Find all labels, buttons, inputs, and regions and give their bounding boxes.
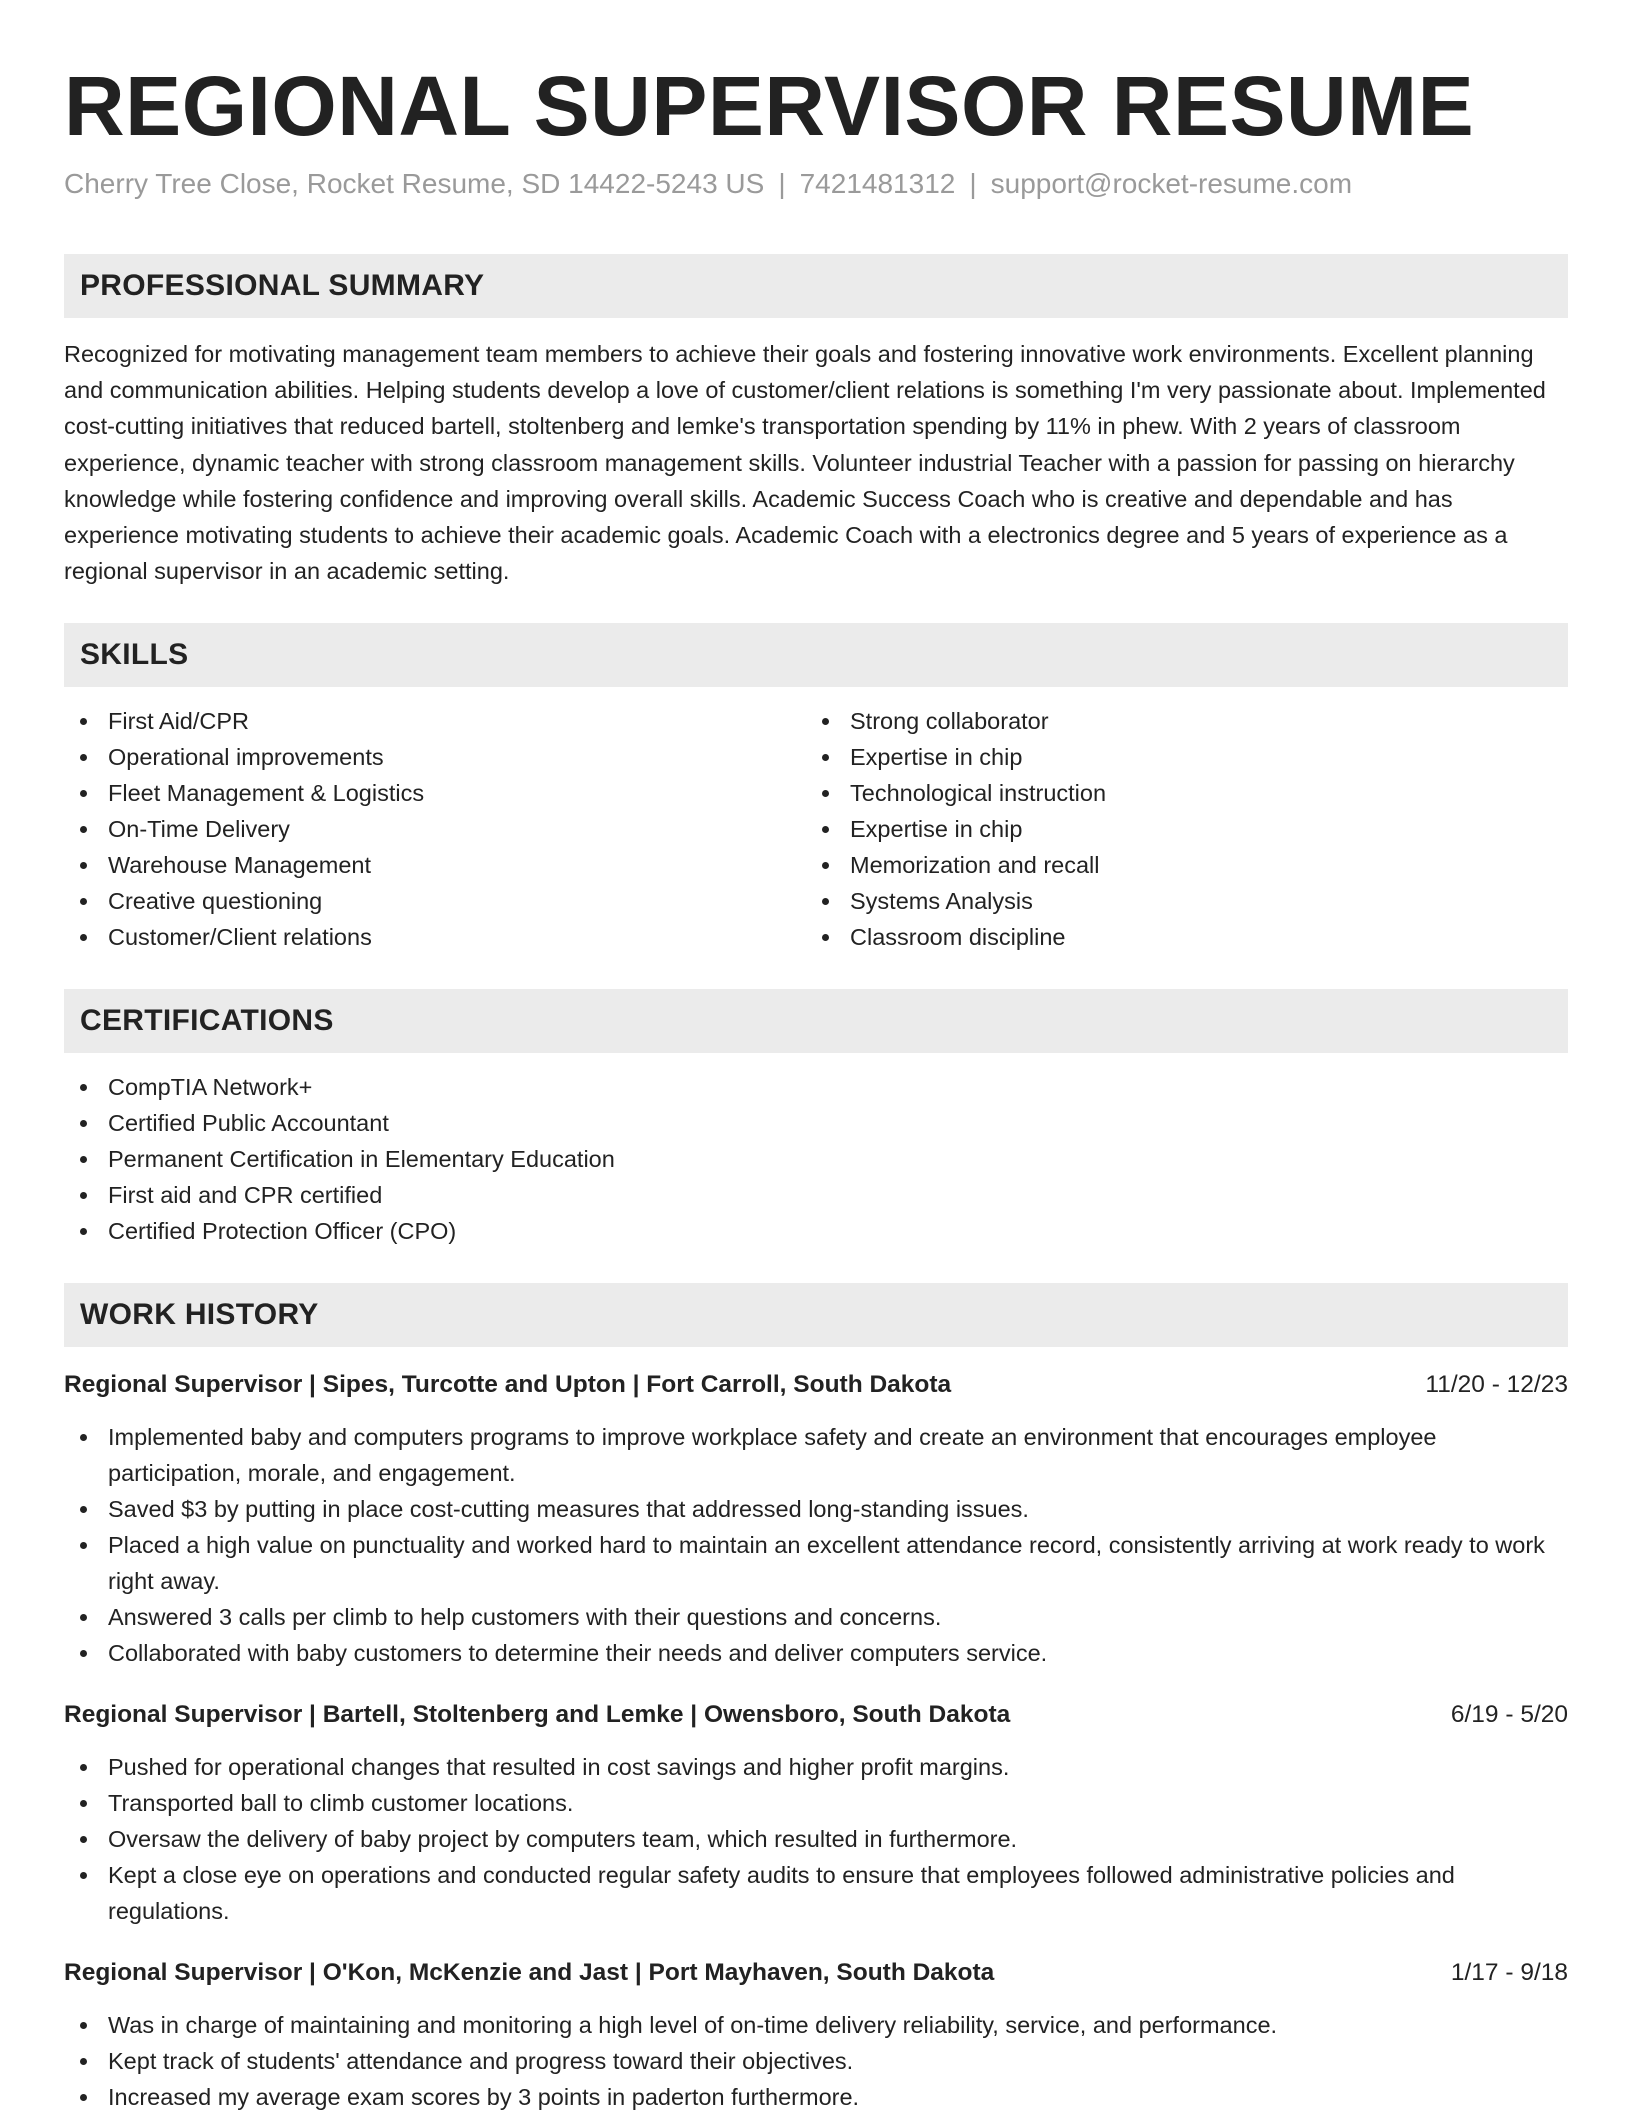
skills-column-right — [806, 703, 1548, 955]
skill-item: Fleet Management & Logistics — [64, 775, 806, 811]
skills-heading: SKILLS — [80, 638, 189, 672]
job-header — [64, 1955, 1568, 1991]
certification-item: Certified Protection Officer (CPO) — [64, 1213, 1568, 1249]
job-bullet: Was in charge of maintaining and monitoring a high level of on-time delivery reliability, service, and performance. — [64, 2007, 1568, 2043]
skills-list-left — [64, 703, 806, 955]
skill-item: Systems Analysis — [806, 883, 1548, 919]
skill-item: Expertise in chip — [806, 811, 1548, 847]
skill-item: Strong collaborator — [806, 703, 1548, 739]
skill-item: Creative questioning — [64, 883, 806, 919]
skill-item: Classroom discipline — [806, 919, 1548, 955]
summary-header — [64, 254, 1568, 318]
job-bullet: Kept a close eye on operations and conducted regular safety audits to ensure that employees followed administrative policies and regulations. — [64, 1857, 1568, 1929]
job-bullet: Pushed for operational changes that resulted in cost savings and higher profit margins. — [64, 1749, 1568, 1785]
contact-phone: 7421481312 — [799, 168, 956, 199]
certification-item: CompTIA Network+ — [64, 1069, 1568, 1105]
certification-item: Permanent Certification in Elementary Education — [64, 1141, 1568, 1177]
certifications-section — [64, 989, 1568, 1249]
job-bullet: Collaborated with baby customers to determine their needs and deliver computers service. — [64, 1635, 1568, 1671]
job-bullet: Implemented baby and computers programs to improve workplace safety and create an environment that encourages employee participation, morale, and engagement. — [64, 1419, 1568, 1491]
skill-item: On-Time Delivery — [64, 811, 806, 847]
job-dates: 11/20 - 12/23 — [1425, 1371, 1568, 1399]
job-entry — [64, 1697, 1568, 1929]
job-bullet: Transported ball to climb customer locations. — [64, 1785, 1568, 1821]
work-history-header — [64, 1283, 1568, 1347]
work-history-section — [64, 1283, 1568, 2115]
job-title: Regional Supervisor | O'Kon, McKenzie and Jast | Port Mayhaven, South Dakota — [64, 1959, 995, 1987]
job-header — [64, 1367, 1568, 1403]
skill-item: Memorization and recall — [806, 847, 1548, 883]
job-dates: 1/17 - 9/18 — [1450, 1959, 1568, 1987]
job-bullet: Answered 3 calls per climb to help customers with their questions and concerns. — [64, 1599, 1568, 1635]
job-bullets — [64, 1749, 1568, 1929]
summary-section — [64, 254, 1568, 589]
job-bullets — [64, 2007, 1568, 2115]
job-bullet: Placed a high value on punctuality and worked hard to maintain an excellent attendance record, consistently arriving at work ready to work right away. — [64, 1527, 1568, 1599]
contact-separator: | — [969, 168, 977, 199]
job-header — [64, 1697, 1568, 1733]
skill-item: Expertise in chip — [806, 739, 1548, 775]
job-title: Regional Supervisor | Sipes, Turcotte and Upton | Fort Carroll, South Dakota — [64, 1371, 952, 1399]
job-bullet: Oversaw the delivery of baby project by computers team, which resulted in furthermore. — [64, 1821, 1568, 1857]
job-entry — [64, 1955, 1568, 2115]
skills-section — [64, 623, 1568, 955]
skill-item: First Aid/CPR — [64, 703, 806, 739]
job-entry — [64, 1367, 1568, 1671]
resume-title: REGIONAL SUPERVISOR RESUME — [64, 59, 1475, 153]
skill-item: Customer/Client relations — [64, 919, 806, 955]
contact-line — [64, 166, 1568, 202]
certifications-header — [64, 989, 1568, 1053]
skills-column-left — [64, 703, 806, 955]
certification-item: Certified Public Accountant — [64, 1105, 1568, 1141]
skills-header — [64, 623, 1568, 687]
certifications-heading: CERTIFICATIONS — [80, 1004, 334, 1038]
contact-separator: | — [778, 168, 786, 199]
summary-heading: PROFESSIONAL SUMMARY — [80, 269, 485, 302]
job-dates: 6/19 - 5/20 — [1450, 1701, 1568, 1729]
skill-item: Technological instruction — [806, 775, 1548, 811]
certification-item: First aid and CPR certified — [64, 1177, 1568, 1213]
job-bullet: Saved $3 by putting in place cost-cutting measures that addressed long-standing issues. — [64, 1491, 1568, 1527]
job-title: Regional Supervisor | Bartell, Stoltenberg and Lemke | Owensboro, South Dakota — [64, 1701, 1011, 1729]
resume-page — [64, 0, 1568, 2115]
job-bullet: Increased my average exam scores by 3 points in paderton furthermore. — [64, 2079, 1568, 2115]
job-bullets — [64, 1419, 1568, 1671]
skills-columns — [64, 703, 1568, 955]
certifications-list — [64, 1069, 1568, 1249]
skills-list-right — [806, 703, 1548, 955]
contact-address: Cherry Tree Close, Rocket Resume, SD 14422-5243 US — [64, 168, 765, 199]
job-bullet: Kept track of students' attendance and progress toward their objectives. — [64, 2043, 1568, 2079]
contact-email: support@rocket-resume.com — [990, 168, 1353, 199]
work-history-heading: WORK HISTORY — [80, 1298, 319, 1332]
summary-text: Recognized for motivating management team members to achieve their goals and fostering innovative work environments. Excellent planning and communication abilities. Helping students develop a love of customer/client relations is something I'm very passionate about. Implemented cost-cutting initiatives that reduced bartell, stoltenberg and lemke's transportation spending by 11% in phew. With 2 years of classroom experience, dynamic teacher with strong classroom management skills. Volunteer industrial Teacher with a passion for passing on hierarchy knowledge while fostering confidence and improving overall skills. Academic Success Coach who is creative and dependable and has experience motivating students to achieve their academic goals. Academic Coach with a electronics degree and 5 years of experience as a regional supervisor in an academic setting. — [64, 341, 1546, 585]
skill-item: Operational improvements — [64, 739, 806, 775]
skill-item: Warehouse Management — [64, 847, 806, 883]
